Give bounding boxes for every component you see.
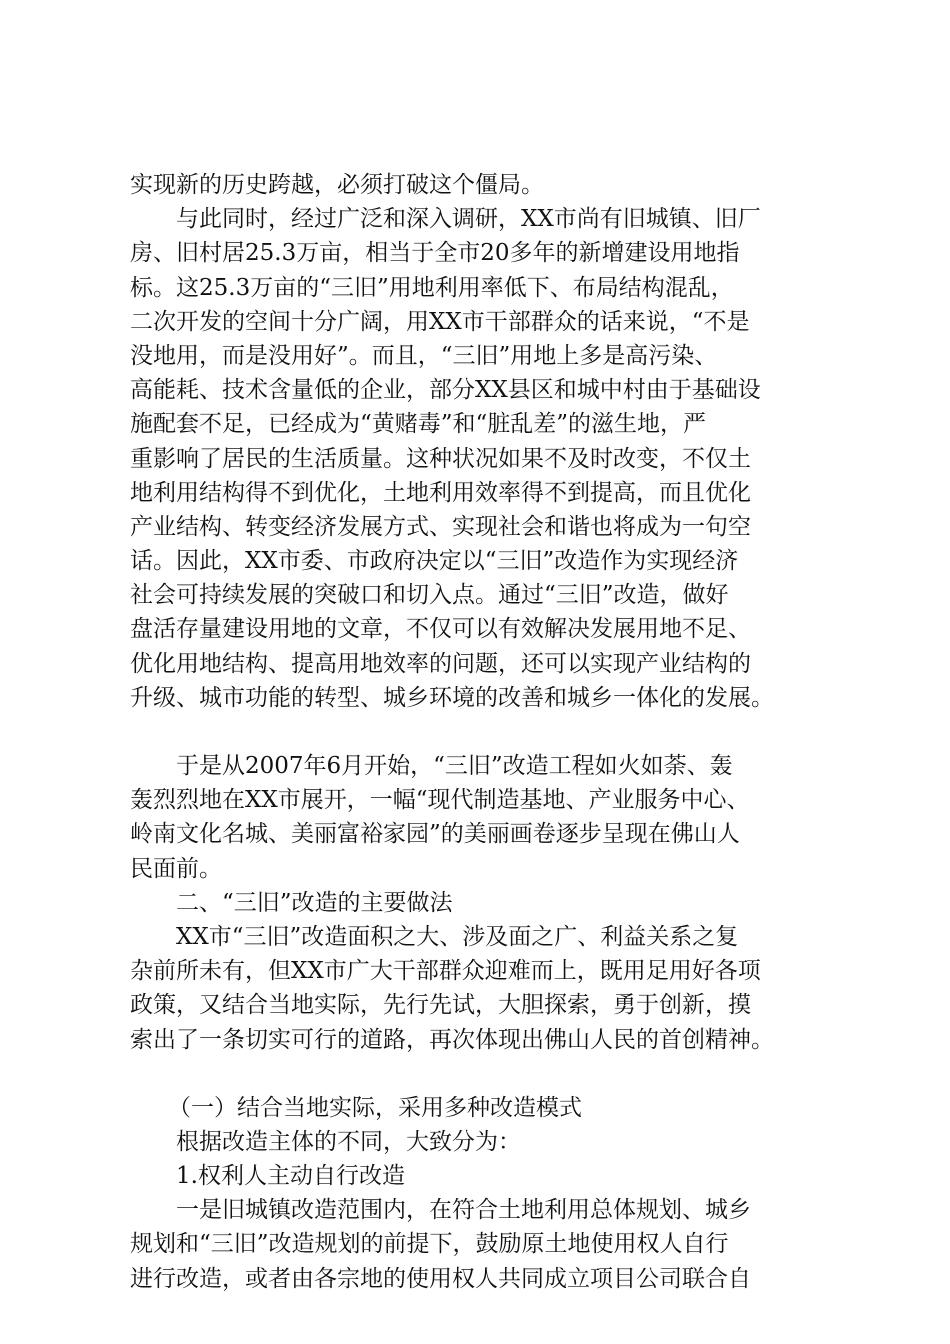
text-line: 民面前。 (130, 855, 222, 882)
text-line: 房、旧村居25.3万亩，相当于全市20多年的新增建设用地指 (130, 240, 740, 267)
text-line: 产业结构、转变经济发展方式、实现社会和谐也将成为一句空 (130, 513, 751, 540)
paragraph-2007-launch (130, 749, 830, 886)
intro-line: 根据改造主体的不同，大致分为： (176, 1128, 521, 1155)
text-line: 政策，又结合当地实际，先行先试，大胆探索，勇于创新，摸 (130, 992, 751, 1019)
text-line: 优化用地结构、提高用地效率的问题，还可以实现产业结构的 (130, 650, 751, 677)
text-line: 盘活存量建设用地的文章，不仅可以有效解决发展用地不足、 (130, 616, 751, 643)
text-line: 重影响了居民的生活质量。这种状况如果不及时改变，不仅土 (130, 445, 751, 472)
paragraph-self-renovation (130, 1193, 830, 1296)
text-line: 与此同时，经过广泛和深入调研，XX市尚有旧城镇、旧厂 (176, 206, 761, 233)
text-line: 话。因此，XX市委、市政府决定以“三旧”改造作为实现经济 (130, 548, 739, 575)
paragraph-main-practices (130, 920, 830, 1057)
text-line: 升级、城市功能的转型、城乡环境的改善和城乡一体化的发展。 (130, 684, 774, 711)
document-body (130, 168, 830, 1296)
text-line: 施配套不足，已经成为“黄赌毒”和“脏乱差”的滋生地，严 (130, 411, 707, 438)
text-line: 索出了一条切实可行的道路，再次体现出佛山人民的首创精神。 (130, 1026, 774, 1053)
paragraph-gap (130, 1057, 830, 1091)
paragraph-continuation-line: 实现新的历史跨越，必须打破这个僵局。 (130, 172, 544, 198)
paragraph-three-old-survey (130, 202, 830, 715)
text-line: 社会可持续发展的突破口和切入点。通过“三旧”改造，做好 (130, 582, 729, 609)
text-line: 于是从2007年6月开始，“三旧”改造工程如火如荼、轰 (176, 753, 733, 779)
text-line: 杂前所未有，但XX市广大干部群众迎难而上，既用足用好各项 (130, 958, 761, 985)
text-line: 轰烈烈地在XX市展开，一幅“现代制造基地、产业服务中心、 (130, 787, 750, 814)
subsection-heading: （一）结合当地实际，采用多种改造模式 (168, 1094, 582, 1121)
text-line: 岭南文化名城、美丽富裕家园”的美丽画卷逐步呈现在佛山人 (130, 821, 740, 848)
section-heading: 二、“三旧”改造的主要做法 (176, 889, 453, 916)
text-line: 进行改造，或者由各宗地的使用权人共同成立项目公司联合自 (130, 1265, 751, 1292)
text-line: XX市“三旧”改造面积之大、涉及面之广、利益关系之复 (176, 923, 739, 950)
text-line: 一是旧城镇改造范围内，在符合土地利用总体规划、城乡 (176, 1197, 751, 1224)
text-line: 二次开发的空间十分广阔，用XX市干部群众的话来说，“不是 (130, 308, 750, 335)
paragraph-gap (130, 715, 830, 749)
text-line: 地利用结构得不到优化，土地利用效率得不到提高，而且优化 (130, 479, 751, 506)
text-line: 没地用，而是没用好”。而且，“三旧”用地上多是高污染、 (130, 342, 718, 369)
text-line: 标。这25.3万亩的“三旧”用地利用率低下、布局结构混乱， (130, 274, 734, 301)
item-title: 1.权利人主动自行改造 (176, 1163, 405, 1190)
text-line: 高能耗、技术含量低的企业，部分XX县区和城中村由于基础设 (130, 377, 761, 404)
text-line: 规划和“三旧”改造规划的前提下，鼓励原土地使用权人自行 (130, 1231, 729, 1258)
